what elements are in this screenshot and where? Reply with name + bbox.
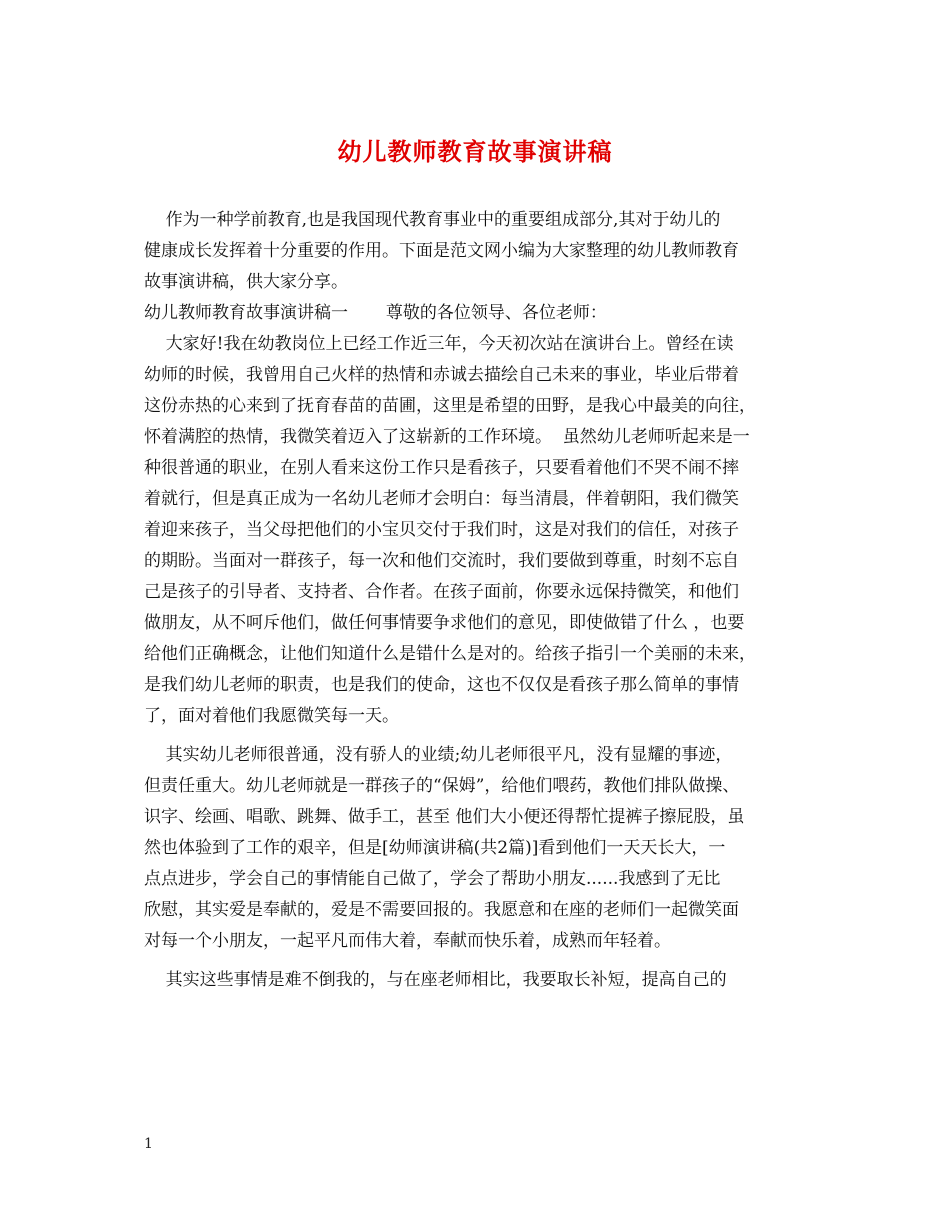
page-number: 1 <box>144 1136 153 1152</box>
text-line: 点点进步，学会自己的事情能自己做了，学会了帮助小朋友......我感到了无比 <box>144 869 721 889</box>
text-line: 对每一个小朋友，一起平凡而伟大着，奉献而快乐着，成熟而年轻着。 <box>144 931 671 951</box>
paragraph <box>144 740 820 957</box>
text-line: 己是孩子的引导者、支持者、合作者。在孩子面前，你要永远保持微笑，和他们 <box>144 582 739 602</box>
text-line: 大家好!我在幼教岗位上已经工作近三年，今天初次站在演讲台上。曾经在读 <box>144 334 734 354</box>
document-title: 幼儿教师教育故事演讲稿 <box>337 137 613 166</box>
text-line: 然也体验到了工作的艰辛，但是[幼师演讲稿(共2篇)]看到他们一天天长大，一 <box>144 838 726 858</box>
document-body <box>144 205 820 996</box>
text-line: 作为一种学前教育,也是我国现代教育事业中的重要组成部分,其对于幼儿的 <box>144 210 721 230</box>
text-line: 种很普通的职业，在别人看来这份工作只是看孩子，只要看着他们不哭不闹不摔 <box>144 458 739 478</box>
text-line: 其实这些事情是难不倒我的，与在座老师相比，我要取长补短，提高自己的 <box>144 970 727 990</box>
paragraph <box>144 205 820 329</box>
text-line: 幼师的时候，我曾用自己火样的热情和赤诚去描绘自己未来的事业，毕业后带着 <box>144 365 739 385</box>
text-line: 但责任重大。幼儿老师就是一群孩子的“保姆”，给他们喂药，教他们排队做操、 <box>144 776 740 796</box>
section-heading-line: 幼儿教师教育故事演讲稿一 尊敬的各位领导、各位老师： <box>144 303 607 323</box>
text-line: 做朋友，从不呵斥他们，做任何事情要争求他们的意见，即使做错了什么 ，也要 <box>144 613 745 633</box>
text-line: 是我们幼儿老师的职责，也是我们的使命，这也不仅仅是看孩子那么简单的事情 <box>144 675 739 695</box>
text-line: 欣慰，其实爱是奉献的，爱是不需要回报的。我愿意和在座的老师们一起微笑面 <box>144 900 739 920</box>
text-line: 其实幼儿老师很普通，没有骄人的业绩;幼儿老师很平凡，没有显耀的事迹， <box>144 745 733 765</box>
text-line: 故事演讲稿，供大家分享。 <box>144 272 348 292</box>
paragraph <box>144 329 820 732</box>
text-line: 怀着满腔的热情，我微笑着迈入了这崭新的工作环境。 虽然幼儿老师听起来是一 <box>144 427 750 447</box>
text-line: 给他们正确概念，让他们知道什么是错什么是对的。给孩子指引一个美丽的未来， <box>144 644 756 664</box>
text-line: 着迎来孩子，当父母把他们的小宝贝交付于我们时，这是对我们的信任，对孩子 <box>144 520 739 540</box>
text-line: 健康成长发挥着十分重要的作用。下面是范文网小编为大家整理的幼儿教师教育 <box>144 241 739 261</box>
text-line: 着就行，但是真正成为一名幼儿老师才会明白：每当清晨，伴着朝阳，我们微笑 <box>144 489 739 509</box>
text-line: 这份赤热的心来到了抚育春苗的苗圃，这里是希望的田野，是我心中最美的向往， <box>144 396 756 416</box>
text-line: 的期盼。当面对一群孩子，每一次和他们交流时，我们要做到尊重，时刻不忘自 <box>144 551 739 571</box>
paragraph <box>144 965 820 996</box>
text-line: 识字、绘画、唱歌、跳舞、做手工，甚至 他们大小便还得帮忙提裤子擦屁股，虽 <box>144 807 745 827</box>
text-line: 了，面对着他们我愿微笑每一天。 <box>144 706 399 726</box>
